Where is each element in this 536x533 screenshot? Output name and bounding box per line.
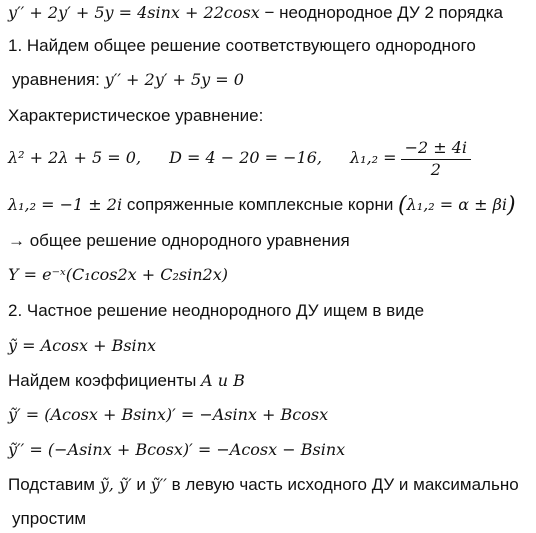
line-substitute: [8, 474, 519, 496]
math-homogeneous: y′′ + 2y′ + 5y = 0: [104, 70, 244, 89]
text-de-type: − неоднородное ДУ 2 порядка: [259, 3, 503, 22]
fraction-numerator: −2 ± 4i: [401, 138, 471, 160]
math-lambda-label: λ₁,₂ =: [350, 148, 397, 167]
math-substitute-1: ỹ, ỹ′: [99, 475, 132, 494]
text-general-solution-label: → общее решение однородного уравнения: [8, 231, 350, 250]
text-step1: 1. Найдем общее решение соответствующего однородного: [8, 36, 476, 55]
line-step1: [8, 35, 476, 57]
math-first-derivative: ỹ′ = (Acosx + Bsinx)′ = −Asinx + Bcosx: [8, 405, 329, 424]
text-step2: 2. Частное решение неоднородного ДУ ищем в виде: [8, 301, 425, 320]
math-de: y′′ + 2y′ + 5y = 4sinx + 22cosx: [8, 3, 260, 22]
text-simplify: упростим: [12, 509, 87, 528]
math-alpha-beta: λ₁,₂ = α ± βi: [406, 195, 508, 214]
line-step2: [8, 300, 424, 322]
line-homogeneous-eq: [12, 69, 244, 91]
line-second-derivative: [8, 439, 345, 461]
math-char-eq: λ² + 2λ + 5 = 0,: [8, 148, 142, 167]
math-roots: λ₁,₂ = −1 ± 2i: [8, 195, 123, 214]
line-general-solution: [8, 264, 228, 286]
fraction-denominator: 2: [430, 159, 441, 179]
line-find-coefficients: [8, 370, 245, 392]
math-discriminant: D = 4 − 20 = −16,: [169, 148, 323, 167]
math-coefficients: A и B: [201, 371, 245, 390]
line-general-solution-label: [8, 230, 350, 252]
text-homogeneous-label: уравнения:: [12, 70, 105, 89]
text-substitute-c: в левую часть исходного ДУ и максимально: [166, 475, 519, 494]
line-first-derivative: [8, 404, 328, 426]
text-char-eq-label: Характеристическое уравнение:: [8, 106, 264, 125]
line-char-eq: [8, 137, 471, 180]
text-substitute-a: Подставим: [8, 475, 100, 494]
text-find-coefficients: Найдем коэффициенты: [8, 371, 202, 390]
line-de-statement: [8, 2, 503, 24]
line-simplify: [12, 508, 86, 530]
line-char-eq-label: [8, 105, 263, 127]
math-general-solution: Y = e⁻ˣ(C₁cos2x + C₂sin2x): [8, 265, 228, 284]
paren-close: ): [507, 193, 516, 218]
text-substitute-b: и: [131, 475, 151, 494]
paren-open: (: [398, 193, 407, 218]
line-particular-form: [8, 335, 156, 357]
text-complex-roots: сопряженные комплексные корни: [122, 195, 399, 214]
math-second-derivative: ỹ′′ = (−Asinx + Bcosx)′ = −Acosx − Bsinx: [8, 440, 346, 459]
math-roots-fraction: [401, 138, 471, 180]
math-particular-form: ỹ = Acosx + Bsinx: [8, 336, 156, 355]
line-complex-roots: [8, 194, 516, 217]
math-substitute-2: ỹ′′: [150, 475, 167, 494]
